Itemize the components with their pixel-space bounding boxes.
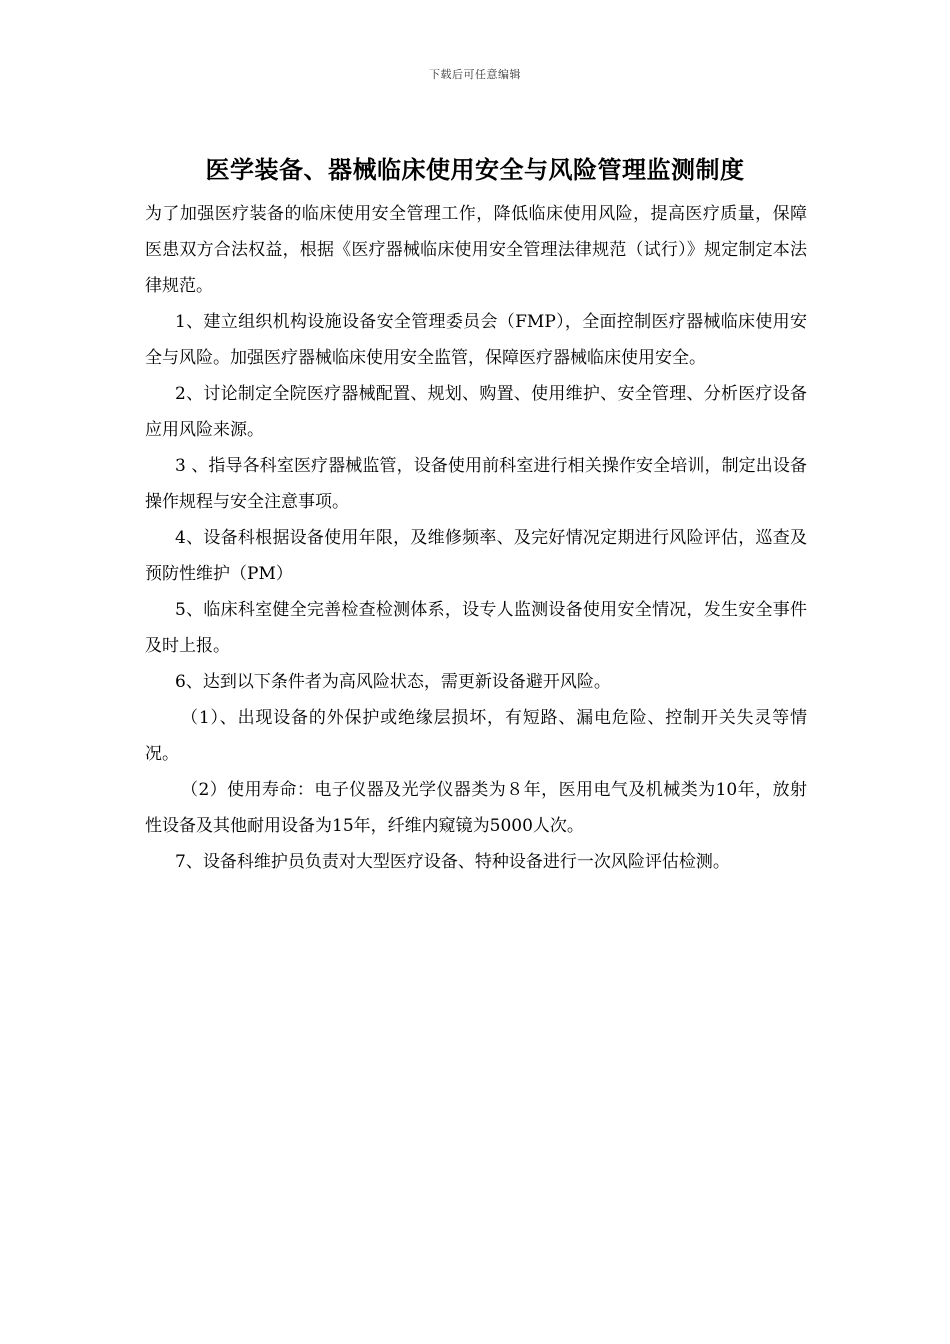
document-title: 医学装备、器械临床使用安全与风险管理监测制度 — [205, 156, 745, 184]
list-item: 4、设备科根据设备使用年限，及维修频率、及完好情况定期进行风险评估，巡查及预防性维护（PM） — [145, 528, 807, 584]
list-item: 5、临床科室健全完善检查检测体系，设专人监测设备使用安全情况，发生安全事件及时上报。 — [145, 600, 807, 656]
sub-list-item: （2）使用寿命：电子仪器及光学仪器类为８年，医用电气及机械类为10年，放射性设备及其他耐用设备为15年，纤维内窥镜为5000人次。 — [145, 780, 807, 836]
header-note: 下载后可任意编辑 — [429, 68, 521, 81]
list-item: 1、建立组织机构设施设备安全管理委员会（FMP），全面控制医疗器械临床使用安全与风险。加强医疗器械临床使用安全监管，保障医疗器械临床使用安全。 — [145, 312, 807, 368]
sub-list-item: （1）、出现设备的外保护或绝缘层损坏，有短路、漏电危险、控制开关失灵等情况。 — [145, 708, 807, 764]
list-item: 3 、指导各科室医疗器械监管，设备使用前科室进行相关操作安全培训，制定出设备操作规程与安全注意事项。 — [145, 456, 807, 512]
list-item: 7、设备科维护员负责对大型医疗设备、特种设备进行一次风险评估检测。 — [175, 852, 730, 872]
list-item: 2、讨论制定全院医疗器械配置、规划、购置、使用维护、安全管理、分析医疗设备应用风险来源。 — [145, 384, 807, 440]
document-body — [145, 196, 807, 880]
intro-paragraph: 为了加强医疗装备的临床使用安全管理工作，降低临床使用风险，提高医疗质量，保障医患双方合法权益，根据《医疗器械临床使用安全管理法律规范（试行）》规定制定本法律规范。 — [145, 204, 807, 296]
list-item: 6、达到以下条件者为高风险状态，需更新设备避开风险。 — [175, 672, 611, 692]
